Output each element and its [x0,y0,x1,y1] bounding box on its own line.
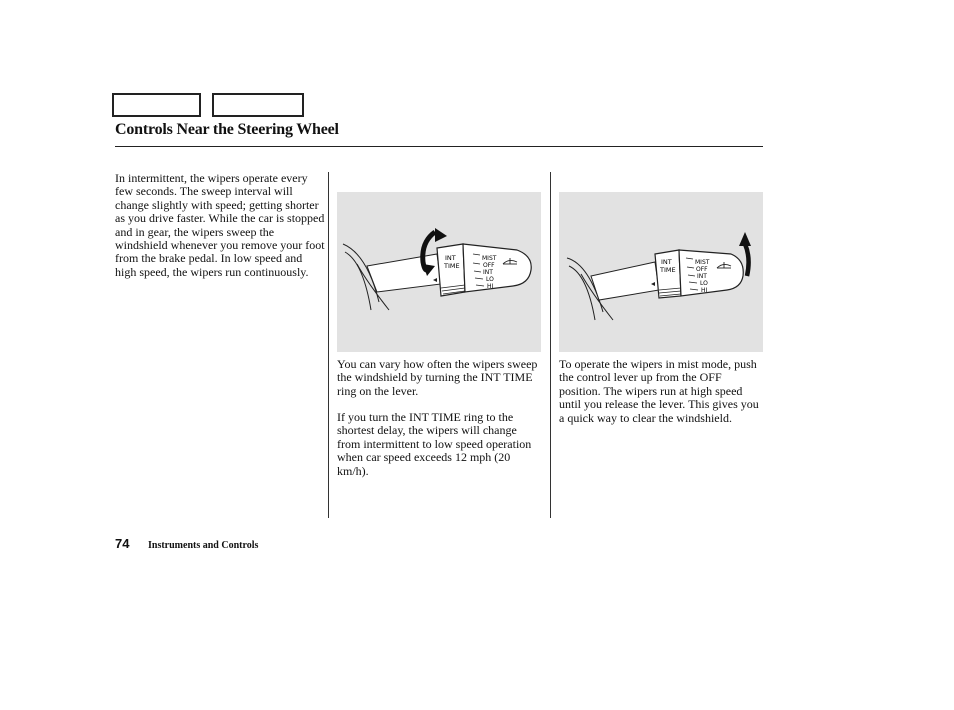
lever-label-time: TIME [444,262,460,270]
wiper-lever-illustration [559,192,763,352]
section-name: Instruments and Controls [148,540,259,551]
column-divider [328,172,329,518]
lever-label-lo: LO [486,276,494,283]
lever-label-int-position: INT [483,269,493,276]
wiper-lever-int-time-figure [337,192,541,352]
wiper-lever-illustration [337,192,541,352]
page-title: Controls Near the Steering Wheel [115,121,339,138]
lever-label-mist: MIST [482,255,497,262]
nav-button-next[interactable] [212,93,304,117]
lever-label-off: OFF [696,266,708,273]
nav-button-previous[interactable] [112,93,201,117]
column-divider [550,172,551,518]
lever-label-int: INT [445,254,456,262]
lever-label-off: OFF [483,262,495,269]
int-time-description: You can vary how often the wipers sweep the windshield by turning the INT TIME ring on the lever. [337,357,538,398]
wiper-lever-mist-figure [559,192,763,352]
mist-mode-description: To operate the wipers in mist mode, push the control lever up from the OFF position. The wipers run at high speed until you release the lever. This gives you a quick way to clear the windshield. [559,357,759,425]
lever-label-lo: LO [700,280,708,287]
shortest-delay-description: If you turn the INT TIME ring to the shortest delay, the wipers will change from intermittent to low speed operation when car speed exceeds 12 mph (20 km/h). [337,410,532,478]
lever-label-int-position: INT [697,273,707,280]
lever-label-hi: HI [701,287,708,294]
title-rule [115,146,763,147]
lever-label-time: TIME [660,266,676,274]
lever-label-int: INT [661,258,672,266]
lever-label-mist: MIST [695,259,710,266]
intermittent-description: In intermittent, the wipers operate every few seconds. The sweep interval will change slightly with speed; getting shorter as you drive faster. While the car is stopped and in gear, the wipers sweep the windshield whenever you remove your foot from the brake pedal. In low speed and high speed, the wipers run continuously. [115,171,325,279]
lever-label-hi: HI [487,283,494,290]
page-number: 74 [115,536,130,551]
